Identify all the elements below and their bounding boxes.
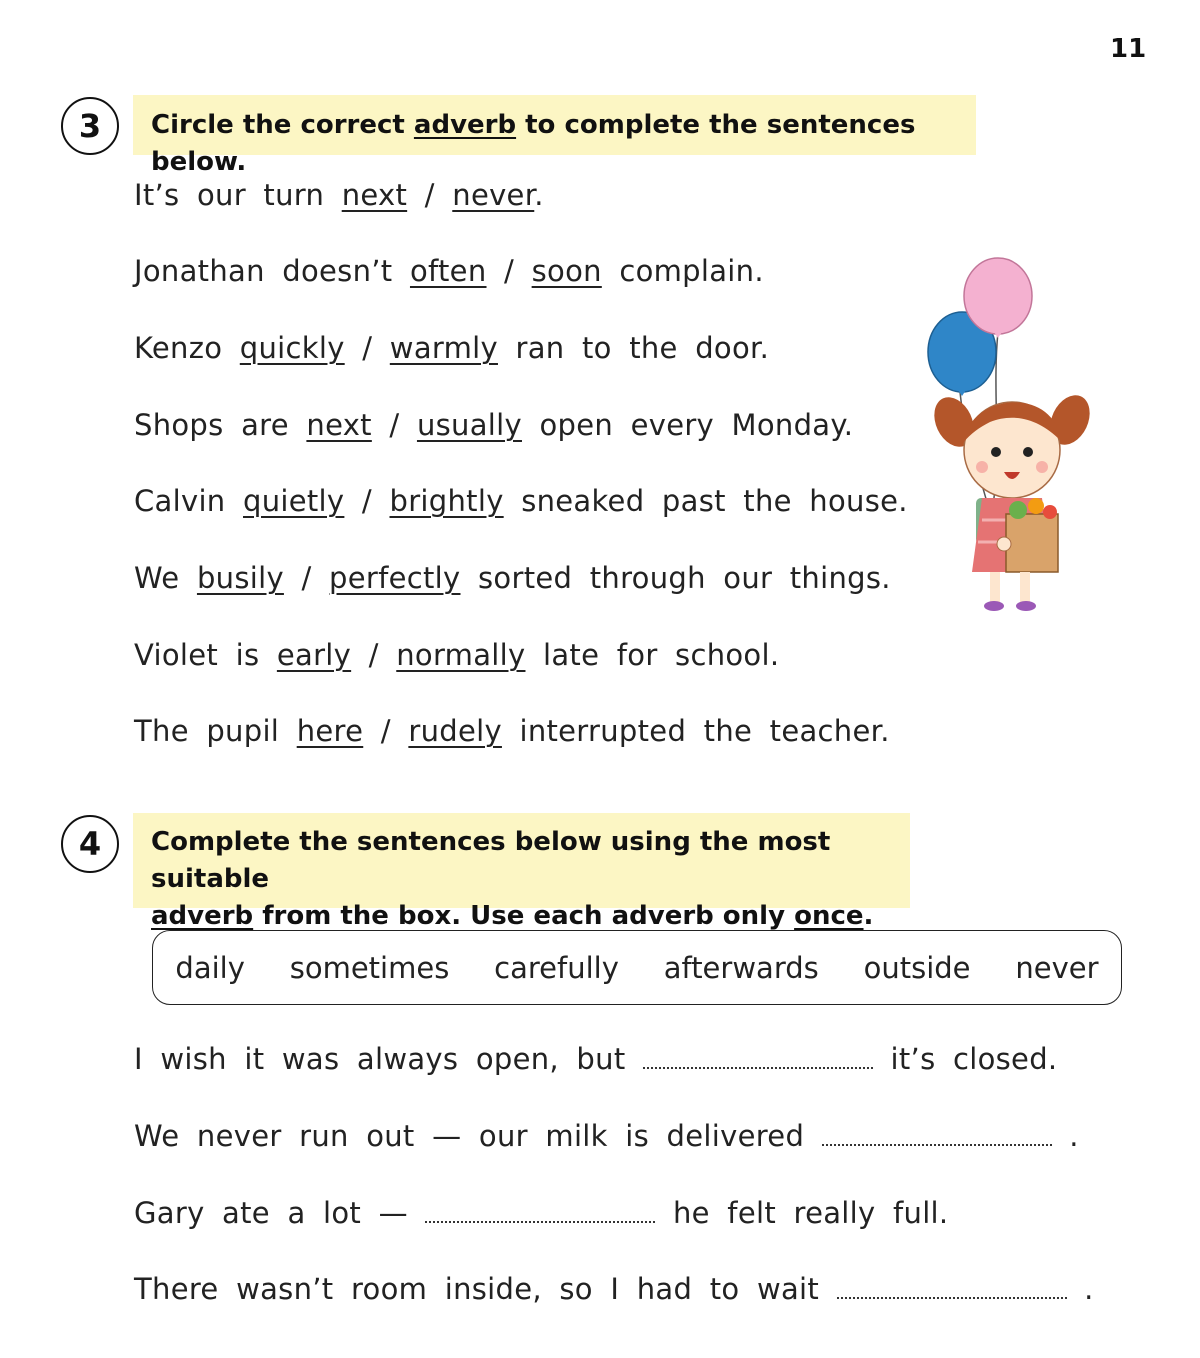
sentence-text: We never run out — our milk is delivered bbox=[134, 1119, 822, 1153]
sentence-text: . bbox=[1066, 1272, 1094, 1306]
q4-sentence bbox=[134, 1119, 1079, 1153]
instruction-underlined-word: adverb bbox=[151, 901, 254, 931]
instruction-text: . bbox=[863, 901, 874, 931]
q3-sentence bbox=[134, 331, 769, 365]
adverb-option[interactable]: busily bbox=[196, 561, 284, 595]
sentence-text: . bbox=[1051, 1119, 1079, 1153]
question-4-instruction bbox=[133, 813, 910, 931]
sentence-text: The pupil bbox=[134, 714, 297, 748]
adverb-option[interactable]: quickly bbox=[239, 331, 345, 365]
adverb-option[interactable]: quietly bbox=[243, 484, 345, 518]
sentence-text: Violet is bbox=[134, 638, 277, 672]
option-separator: / bbox=[363, 714, 409, 748]
sentence-text: Kenzo bbox=[134, 331, 240, 365]
q4-sentence bbox=[134, 1196, 948, 1230]
answer-blank[interactable] bbox=[643, 1055, 873, 1069]
word-box-item: sometimes bbox=[289, 950, 450, 985]
adverb-option[interactable]: rudely bbox=[408, 714, 502, 748]
sentence-text: We bbox=[134, 561, 197, 595]
instruction-underlined-word: once bbox=[794, 901, 864, 931]
page-number: 11 bbox=[1110, 34, 1147, 64]
q3-sentence bbox=[134, 178, 544, 212]
sentence-text: interrupted the teacher. bbox=[501, 714, 890, 748]
word-box-item: daily bbox=[175, 950, 245, 985]
word-box-item: never bbox=[1015, 950, 1099, 985]
option-separator: / bbox=[344, 331, 390, 365]
answer-blank[interactable] bbox=[822, 1132, 1052, 1146]
girl-with-balloons-icon bbox=[920, 252, 1100, 617]
q3-sentence bbox=[134, 561, 891, 595]
sentence-text: There wasn’t room inside, so I had to wait bbox=[134, 1272, 837, 1306]
sentence-text: sneaked past the house. bbox=[503, 484, 908, 518]
adverb-option[interactable]: perfectly bbox=[329, 561, 461, 595]
sentence-text: late for school. bbox=[525, 638, 780, 672]
adverb-option[interactable]: brightly bbox=[389, 484, 504, 518]
sentence-text: ran to the door. bbox=[497, 331, 770, 365]
question-3-instruction bbox=[133, 95, 976, 177]
word-box-item: outside bbox=[863, 950, 971, 985]
answer-blank[interactable] bbox=[837, 1285, 1067, 1299]
q3-sentence bbox=[134, 714, 890, 748]
adverb-option[interactable]: next bbox=[341, 178, 408, 212]
adverb-option[interactable]: early bbox=[276, 638, 352, 672]
question-4-number: 4 bbox=[61, 815, 119, 873]
option-separator: / bbox=[407, 178, 453, 212]
q4-sentence bbox=[134, 1042, 1057, 1076]
sentence-text: It’s our turn bbox=[134, 178, 342, 212]
q3-sentence bbox=[134, 484, 908, 518]
sentence-text: Jonathan doesn’t bbox=[134, 254, 410, 288]
option-separator: / bbox=[351, 638, 397, 672]
instruction-underlined-word: adverb bbox=[413, 110, 517, 140]
adverb-option[interactable]: here bbox=[296, 714, 364, 748]
adverb-word-box bbox=[152, 930, 1122, 1005]
sentence-text: open every Monday. bbox=[521, 408, 854, 442]
answer-blank[interactable] bbox=[425, 1209, 655, 1223]
sentence-text: Gary ate a lot — bbox=[134, 1196, 426, 1230]
q4-sentence bbox=[134, 1272, 1094, 1306]
instruction-line-1: Complete the sentences below using the most suitable bbox=[151, 827, 831, 894]
q3-sentence bbox=[134, 408, 853, 442]
q3-sentence bbox=[134, 638, 779, 672]
option-separator: / bbox=[371, 408, 417, 442]
word-box-item: afterwards bbox=[663, 950, 819, 985]
sentence-text: sorted through our things. bbox=[460, 561, 891, 595]
adverb-option[interactable]: often bbox=[409, 254, 487, 288]
option-separator: / bbox=[344, 484, 390, 518]
adverb-option[interactable]: usually bbox=[416, 408, 522, 442]
option-separator: / bbox=[283, 561, 330, 595]
sentence-text: complain. bbox=[601, 254, 764, 288]
sentence-text: Shops are bbox=[134, 408, 307, 442]
adverb-option[interactable]: soon bbox=[531, 254, 602, 288]
sentence-text: . bbox=[534, 178, 544, 212]
sentence-text: he felt really full. bbox=[655, 1196, 949, 1230]
adverb-option[interactable]: next bbox=[306, 408, 372, 442]
q3-sentence bbox=[134, 254, 764, 288]
question-3-number: 3 bbox=[61, 97, 119, 155]
instruction-text: Circle the correct bbox=[151, 110, 414, 140]
instruction-text: from the box. Use each adverb only bbox=[253, 901, 795, 931]
sentence-text: it’s closed. bbox=[873, 1042, 1058, 1076]
adverb-option[interactable]: warmly bbox=[389, 331, 498, 365]
adverb-option[interactable]: normally bbox=[396, 638, 526, 672]
sentence-text: Calvin bbox=[134, 484, 243, 518]
option-separator: / bbox=[486, 254, 532, 288]
sentence-text: I wish it was always open, but bbox=[134, 1042, 644, 1076]
adverb-option[interactable]: never bbox=[452, 178, 535, 212]
word-box-item: carefully bbox=[494, 950, 619, 985]
instruction-text: to complete the sentences below. bbox=[151, 110, 916, 177]
